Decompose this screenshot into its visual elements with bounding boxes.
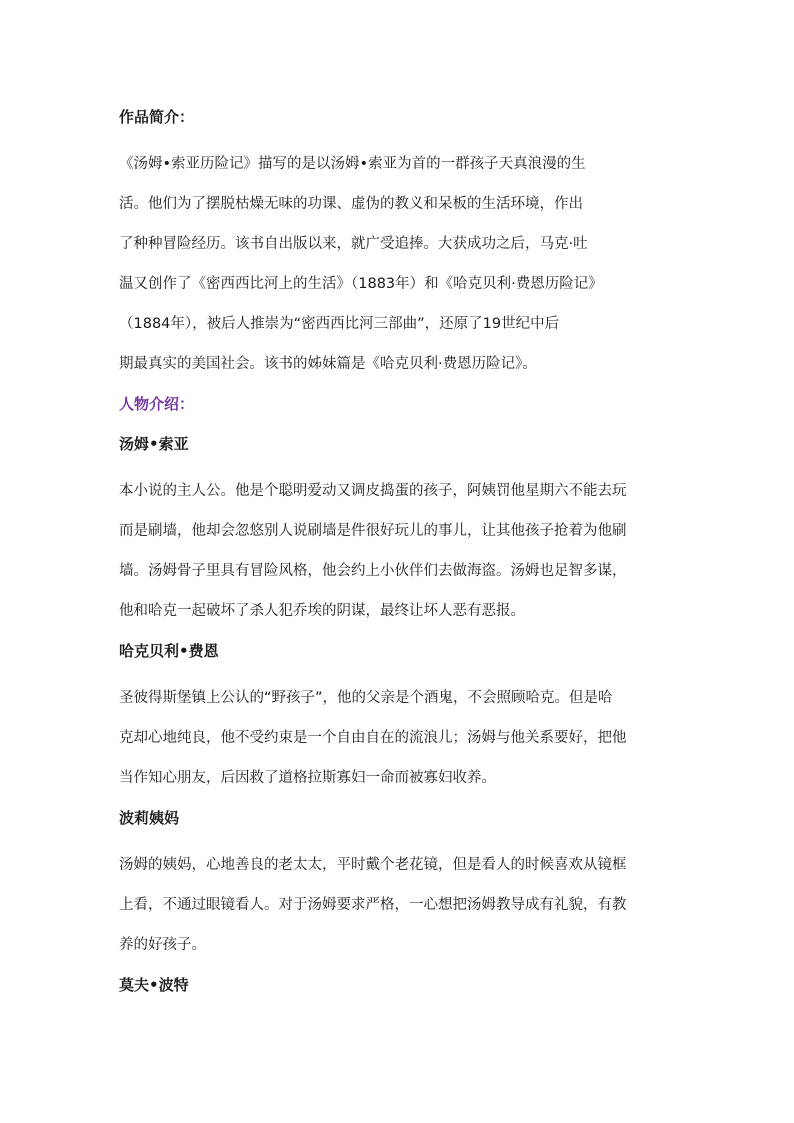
desc-line: 上看，不通过眼镜看人。对于汤姆要求严格，一心想把汤姆教导成有礼貌，有教 (119, 897, 627, 913)
intro-line: （1884年），被后人推崇为“密西西比河三部曲”，还原了19世纪中后 (119, 316, 560, 332)
intro-line: 《汤姆•索亚历险记》描写的是以汤姆•索亚为首的一群孩子天真浪漫的生 (119, 156, 586, 172)
intro-line: 温又创作了《密西西比河上的生活》（1883年）和《哈克贝利·费恩历险记》 (119, 276, 603, 292)
intro-line: 活。他们为了摆脱枯燥无味的功课、虚伪的教义和呆板的生活环境，作出 (119, 196, 583, 212)
characters-heading: 人物介绍： (119, 395, 195, 413)
desc-line: 养的好孩子。 (119, 937, 206, 953)
intro-heading: 作品简介： (119, 108, 195, 126)
desc-line: 墙。汤姆骨子里具有冒险风格，他会约上小伙伴们去做海盗。汤姆也足智多谋， (119, 563, 627, 579)
character-desc-tom (119, 471, 679, 631)
desc-line: 圣彼得斯堡镇上公认的“野孩子”，他的父亲是个酒鬼，不会照顾哈克。但是哈 (119, 690, 613, 706)
character-name-tom: 汤姆•索亚 (119, 435, 189, 453)
character-desc-huck (119, 678, 679, 798)
desc-line: 而是刷墙，他却会忽悠别人说刷墙是件很好玩儿的事儿，让其他孩子抢着为他刷 (119, 523, 627, 539)
desc-line: 他和哈克一起破坏了杀人犯乔埃的阴谋，最终让坏人恶有恶报。 (119, 603, 525, 619)
character-name-huck: 哈克贝利•费恩 (119, 642, 219, 660)
desc-line: 本小说的主人公。他是个聪明爱动又调皮捣蛋的孩子，阿姨罚他星期六不能去玩 (119, 483, 627, 499)
document-content (119, 104, 679, 1012)
desc-line: 当作知心朋友，后因救了道格拉斯寡妇一命而被寡妇收养。 (119, 770, 496, 786)
character-name-polly: 波莉姨妈 (119, 809, 180, 827)
intro-paragraph (119, 144, 679, 384)
character-desc-polly (119, 845, 679, 965)
intro-line: 了种种冒险经历。该书自出版以来，就广受追捧。大获成功之后，马克·吐 (119, 236, 588, 252)
desc-line: 克却心地纯良，他不受约束是一个自由自在的流浪儿；汤姆与他关系要好，把他 (119, 730, 627, 746)
character-name-potter: 莫夫•波特 (119, 976, 189, 994)
intro-line: 期最真实的美国社会。该书的姊妹篇是《哈克贝利·费恩历险记》。 (119, 356, 537, 372)
desc-line: 汤姆的姨妈，心地善良的老太太，平时戴个老花镜，但是看人的时候喜欢从镜框 (119, 857, 627, 873)
